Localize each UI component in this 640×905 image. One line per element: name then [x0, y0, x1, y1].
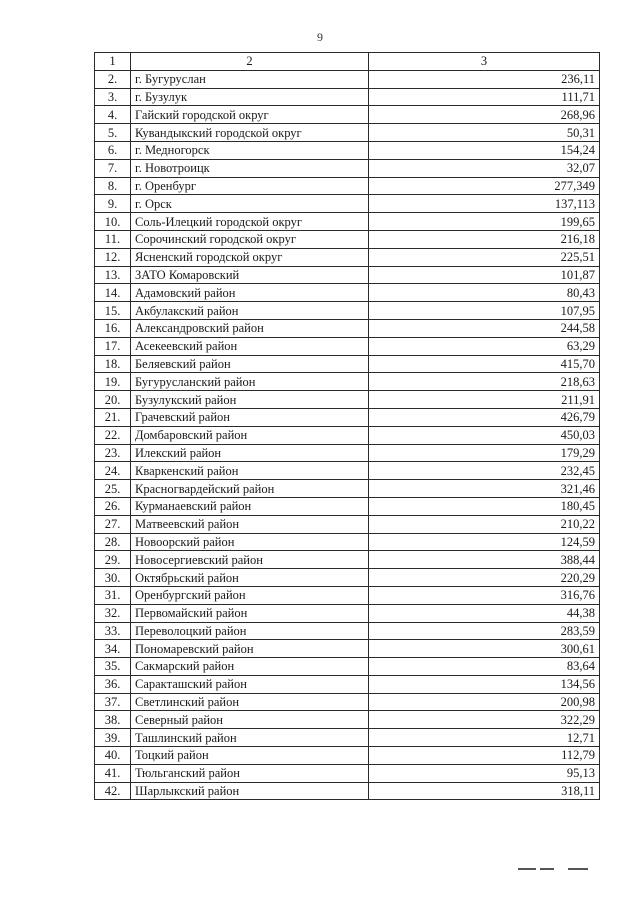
- row-name: г. Бузулук: [131, 88, 369, 106]
- table-row: [95, 426, 600, 444]
- row-number: 17.: [95, 337, 131, 355]
- row-number: 39.: [95, 729, 131, 747]
- row-name: Грачевский район: [131, 408, 369, 426]
- row-number: 22.: [95, 426, 131, 444]
- row-value: 244,58: [369, 319, 600, 337]
- row-number: 28.: [95, 533, 131, 551]
- row-value: 199,65: [369, 213, 600, 231]
- row-value: 268,96: [369, 106, 600, 124]
- row-value: 216,18: [369, 230, 600, 248]
- row-number: 4.: [95, 106, 131, 124]
- row-number: 11.: [95, 230, 131, 248]
- row-number: 40.: [95, 747, 131, 765]
- row-number: 37.: [95, 693, 131, 711]
- table-row: [95, 141, 600, 159]
- row-number: 42.: [95, 782, 131, 800]
- row-value: 111,71: [369, 88, 600, 106]
- row-name: Домбаровский район: [131, 426, 369, 444]
- row-value: 277,349: [369, 177, 600, 195]
- table-row: [95, 515, 600, 533]
- row-value: 12,71: [369, 729, 600, 747]
- row-name: Оренбургский район: [131, 586, 369, 604]
- row-number: 16.: [95, 319, 131, 337]
- row-name: Курманаевский район: [131, 497, 369, 515]
- table-row: [95, 764, 600, 782]
- row-name: Северный район: [131, 711, 369, 729]
- row-name: Бугурусланский район: [131, 373, 369, 391]
- row-name: Красногвардейский район: [131, 480, 369, 498]
- row-value: 225,51: [369, 248, 600, 266]
- table-row: [95, 551, 600, 569]
- row-name: Саракташский район: [131, 675, 369, 693]
- table-row: [95, 622, 600, 640]
- table-row: [95, 266, 600, 284]
- row-name: Бузулукский район: [131, 391, 369, 409]
- table-header-row: [95, 53, 600, 71]
- row-number: 10.: [95, 213, 131, 231]
- row-value: 220,29: [369, 569, 600, 587]
- row-number: 32.: [95, 604, 131, 622]
- row-name: Тюльганский район: [131, 764, 369, 782]
- row-value: 95,13: [369, 764, 600, 782]
- row-name: Кваркенский район: [131, 462, 369, 480]
- row-value: 134,56: [369, 675, 600, 693]
- row-value: 137,113: [369, 195, 600, 213]
- row-name: Сорочинский городской округ: [131, 230, 369, 248]
- row-number: 36.: [95, 675, 131, 693]
- row-name: Соль-Илецкий городской округ: [131, 213, 369, 231]
- row-value: 316,76: [369, 586, 600, 604]
- row-number: 30.: [95, 569, 131, 587]
- row-number: 18.: [95, 355, 131, 373]
- column-header-value: 3: [369, 53, 600, 71]
- table-row: [95, 675, 600, 693]
- row-value: 322,29: [369, 711, 600, 729]
- table-row: [95, 319, 600, 337]
- row-number: 33.: [95, 622, 131, 640]
- table-row: [95, 747, 600, 765]
- row-name: Шарлыкский район: [131, 782, 369, 800]
- row-name: Сакмарский район: [131, 658, 369, 676]
- footer-mark: [518, 868, 588, 872]
- table-row: [95, 693, 600, 711]
- row-value: 210,22: [369, 515, 600, 533]
- row-value: 200,98: [369, 693, 600, 711]
- column-header-name: 2: [131, 53, 369, 71]
- row-value: 44,38: [369, 604, 600, 622]
- row-value: 101,87: [369, 266, 600, 284]
- row-value: 32,07: [369, 159, 600, 177]
- row-number: 13.: [95, 266, 131, 284]
- row-name: Беляевский район: [131, 355, 369, 373]
- table-row: [95, 248, 600, 266]
- table-row: [95, 106, 600, 124]
- table-row: [95, 782, 600, 800]
- row-name: Октябрьский район: [131, 569, 369, 587]
- table-row: [95, 586, 600, 604]
- row-value: 300,61: [369, 640, 600, 658]
- row-name: Асекеевский район: [131, 337, 369, 355]
- row-name: Гайский городской округ: [131, 106, 369, 124]
- table-body: [95, 70, 600, 800]
- row-number: 12.: [95, 248, 131, 266]
- row-value: 154,24: [369, 141, 600, 159]
- row-number: 38.: [95, 711, 131, 729]
- table-row: [95, 658, 600, 676]
- row-value: 211,91: [369, 391, 600, 409]
- row-number: 26.: [95, 497, 131, 515]
- row-name: Адамовский район: [131, 284, 369, 302]
- row-number: 35.: [95, 658, 131, 676]
- table-row: [95, 177, 600, 195]
- row-number: 14.: [95, 284, 131, 302]
- row-number: 9.: [95, 195, 131, 213]
- row-name: Илекский район: [131, 444, 369, 462]
- row-name: г. Орск: [131, 195, 369, 213]
- row-name: Акбулакский район: [131, 302, 369, 320]
- row-value: 112,79: [369, 747, 600, 765]
- row-value: 415,70: [369, 355, 600, 373]
- table-row: [95, 408, 600, 426]
- data-table: [94, 52, 600, 800]
- row-number: 25.: [95, 480, 131, 498]
- table-row: [95, 711, 600, 729]
- table-row: [95, 284, 600, 302]
- page-number: 9: [317, 30, 323, 44]
- row-number: 34.: [95, 640, 131, 658]
- table-row: [95, 88, 600, 106]
- table-row: [95, 373, 600, 391]
- table-row: [95, 640, 600, 658]
- row-number: 21.: [95, 408, 131, 426]
- row-name: Переволоцкий район: [131, 622, 369, 640]
- table-row: [95, 569, 600, 587]
- row-name: Ясненский городской округ: [131, 248, 369, 266]
- row-name: Новоорский район: [131, 533, 369, 551]
- row-name: г. Бугуруслан: [131, 70, 369, 88]
- row-value: 283,59: [369, 622, 600, 640]
- table-row: [95, 497, 600, 515]
- table-row: [95, 355, 600, 373]
- row-value: 236,11: [369, 70, 600, 88]
- row-value: 179,29: [369, 444, 600, 462]
- row-value: 450,03: [369, 426, 600, 444]
- row-value: 218,63: [369, 373, 600, 391]
- table-row: [95, 337, 600, 355]
- row-name: Пономаревский район: [131, 640, 369, 658]
- row-value: 63,29: [369, 337, 600, 355]
- row-number: 19.: [95, 373, 131, 391]
- row-name: г. Оренбург: [131, 177, 369, 195]
- row-name: Тоцкий район: [131, 747, 369, 765]
- row-name: Ташлинский район: [131, 729, 369, 747]
- row-value: 180,45: [369, 497, 600, 515]
- row-number: 8.: [95, 177, 131, 195]
- row-number: 27.: [95, 515, 131, 533]
- row-value: 124,59: [369, 533, 600, 551]
- row-number: 41.: [95, 764, 131, 782]
- row-number: 2.: [95, 70, 131, 88]
- row-value: 107,95: [369, 302, 600, 320]
- row-name: Матвеевский район: [131, 515, 369, 533]
- row-value: 426,79: [369, 408, 600, 426]
- row-value: 232,45: [369, 462, 600, 480]
- row-name: Александровский район: [131, 319, 369, 337]
- row-value: 50,31: [369, 124, 600, 142]
- table-row: [95, 195, 600, 213]
- row-name: Новосергиевский район: [131, 551, 369, 569]
- row-name: г. Медногорск: [131, 141, 369, 159]
- column-header-number: 1: [95, 53, 131, 71]
- table-row: [95, 604, 600, 622]
- table-row: [95, 230, 600, 248]
- table-row: [95, 533, 600, 551]
- row-number: 15.: [95, 302, 131, 320]
- row-name: г. Новотроицк: [131, 159, 369, 177]
- table-row: [95, 444, 600, 462]
- row-value: 388,44: [369, 551, 600, 569]
- row-number: 6.: [95, 141, 131, 159]
- row-value: 318,11: [369, 782, 600, 800]
- table-row: [95, 159, 600, 177]
- table-row: [95, 70, 600, 88]
- row-value: 321,46: [369, 480, 600, 498]
- table-row: [95, 302, 600, 320]
- row-number: 20.: [95, 391, 131, 409]
- table-row: [95, 391, 600, 409]
- row-number: 24.: [95, 462, 131, 480]
- row-number: 3.: [95, 88, 131, 106]
- row-number: 5.: [95, 124, 131, 142]
- table-row: [95, 480, 600, 498]
- row-number: 23.: [95, 444, 131, 462]
- row-name: Первомайский район: [131, 604, 369, 622]
- row-name: ЗАТО Комаровский: [131, 266, 369, 284]
- row-name: Кувандыкский городской округ: [131, 124, 369, 142]
- table-row: [95, 462, 600, 480]
- row-number: 29.: [95, 551, 131, 569]
- row-number: 31.: [95, 586, 131, 604]
- row-number: 7.: [95, 159, 131, 177]
- row-name: Светлинский район: [131, 693, 369, 711]
- row-value: 83,64: [369, 658, 600, 676]
- row-value: 80,43: [369, 284, 600, 302]
- table-row: [95, 124, 600, 142]
- table-row: [95, 213, 600, 231]
- table-row: [95, 729, 600, 747]
